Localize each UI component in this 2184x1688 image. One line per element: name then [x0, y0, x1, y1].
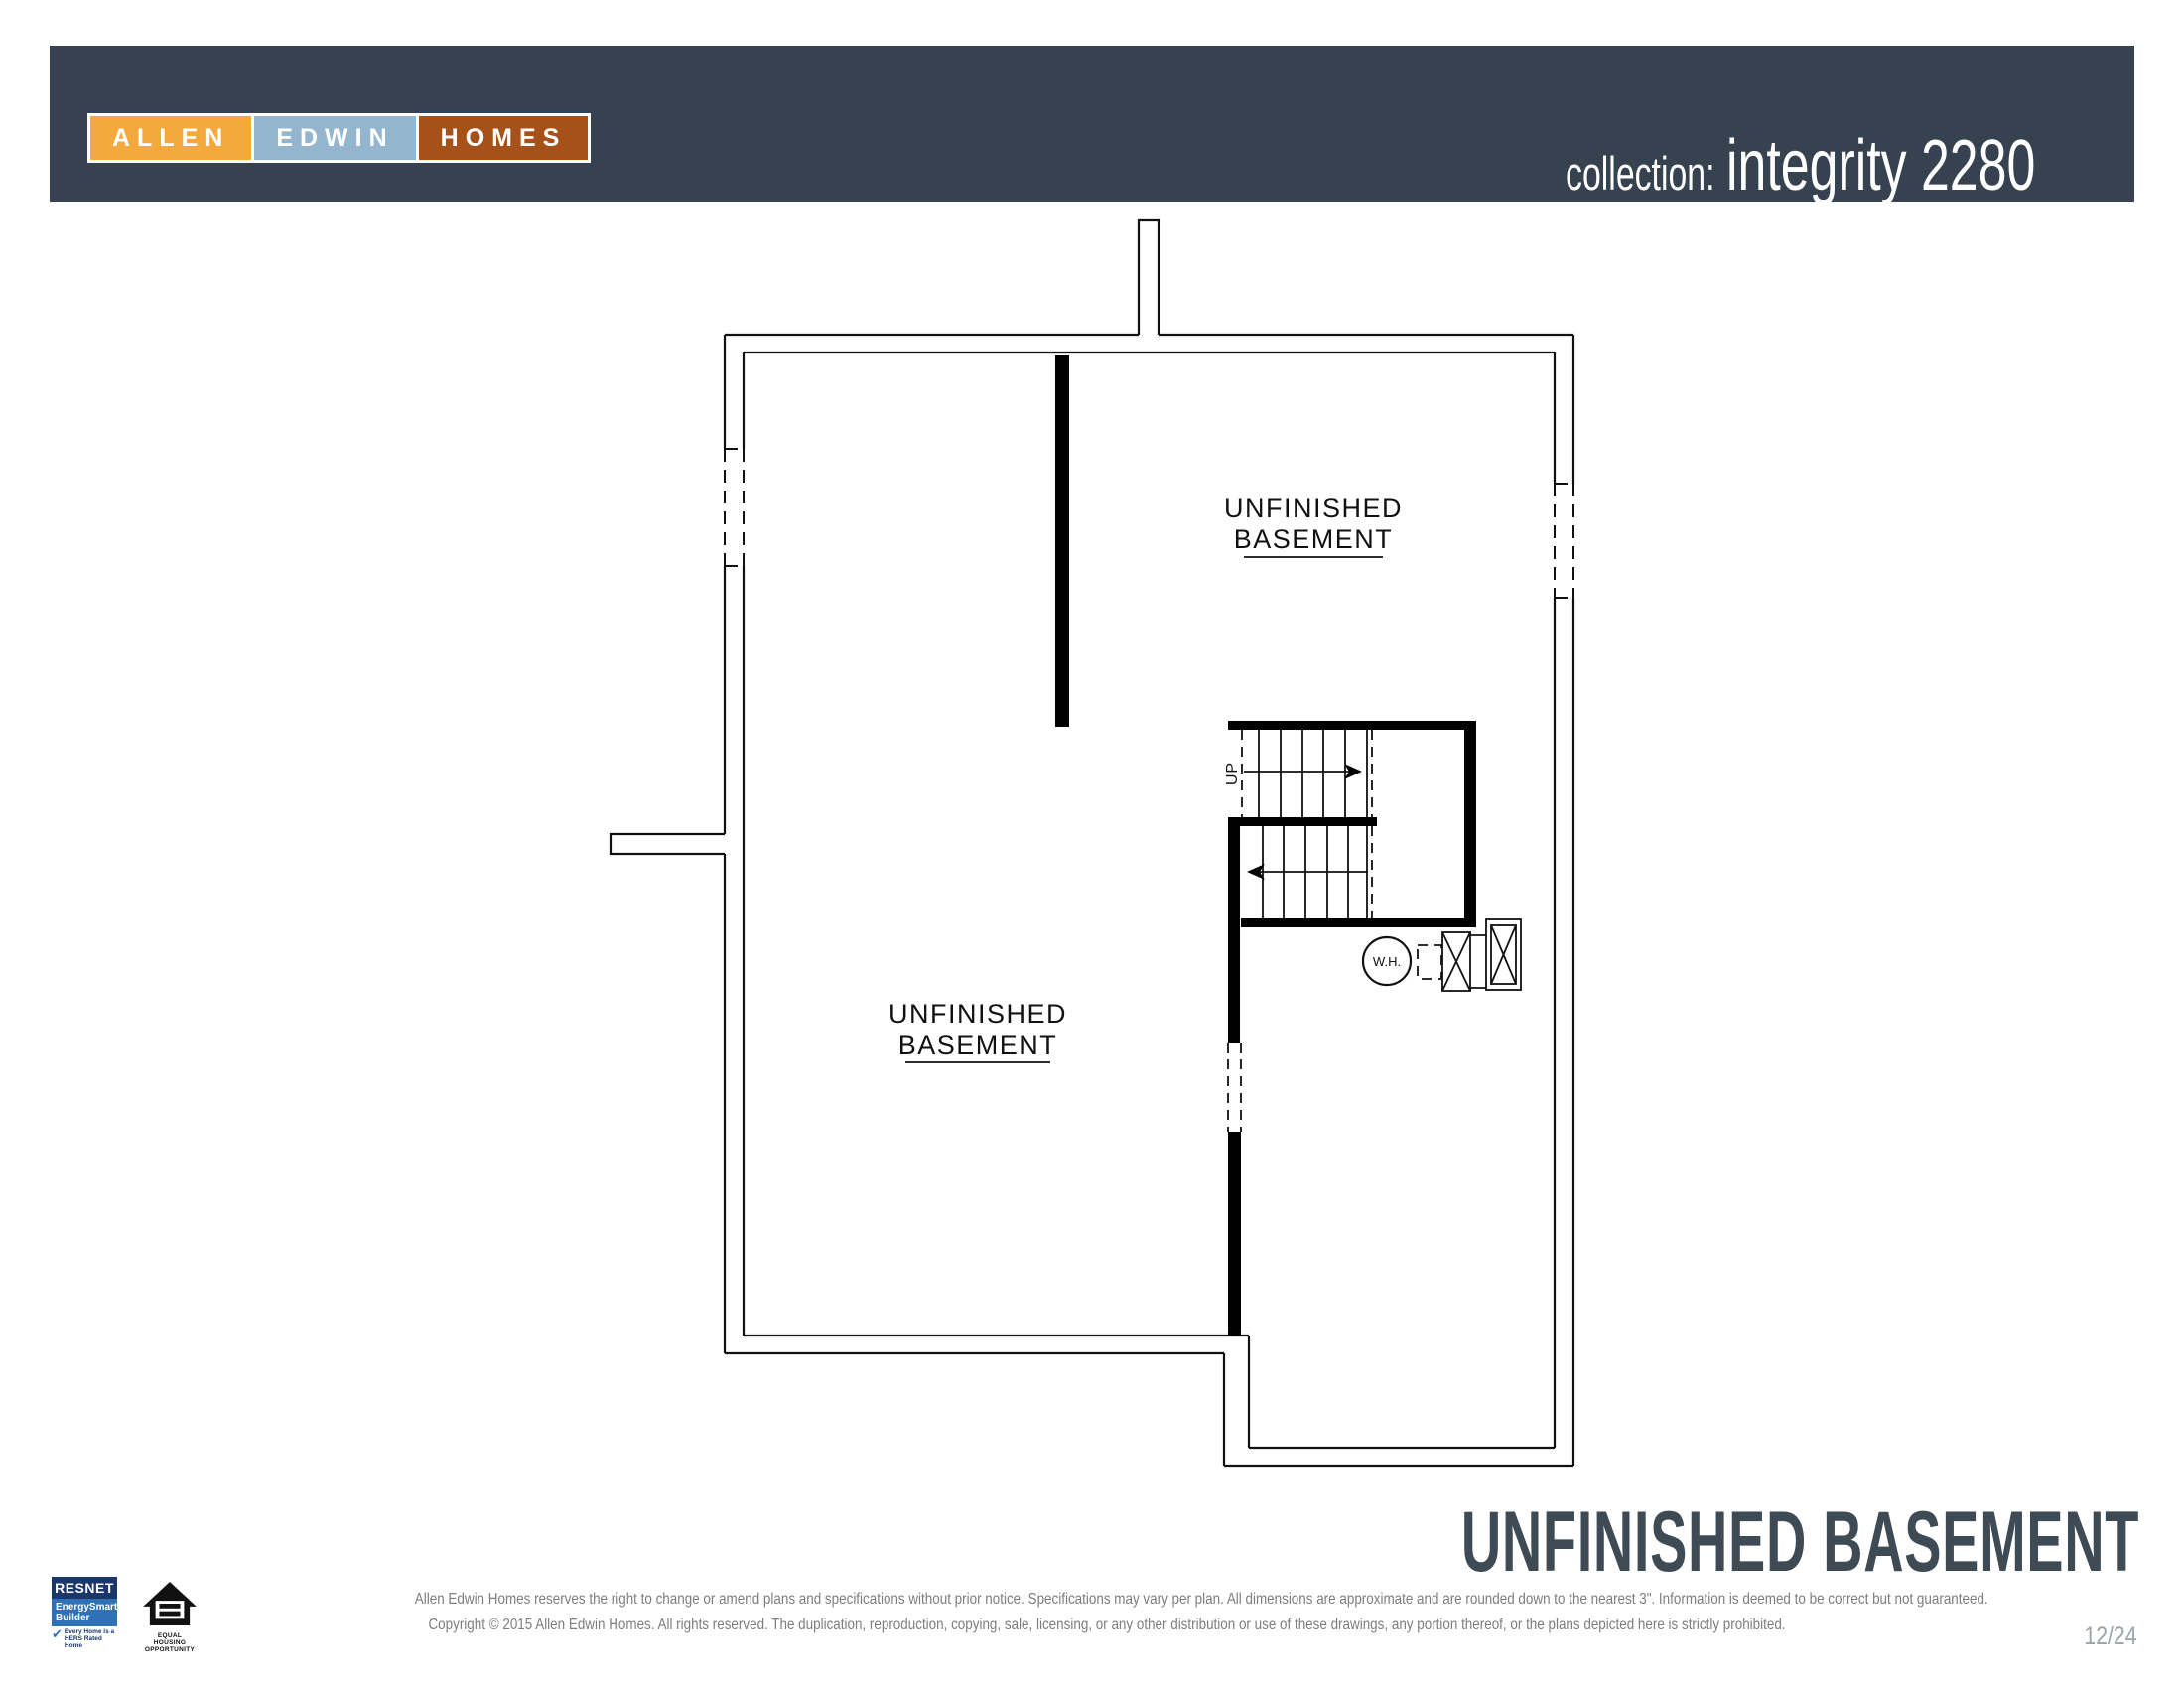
- room-label-upper-line2: BASEMENT: [1233, 524, 1394, 554]
- stair-left-wall: [1228, 826, 1240, 1043]
- resnet-tagline-line1: Every Home is a: [64, 1628, 115, 1635]
- stair-top-wall: [1228, 721, 1476, 730]
- collection-prefix: collection:: [1565, 147, 1715, 200]
- resnet-badge: [52, 1577, 117, 1649]
- equal-housing-badge: [141, 1581, 199, 1653]
- stair-middle-wall: [1228, 817, 1377, 826]
- left-bump-out: [611, 834, 725, 854]
- equal-housing-icon: [141, 1581, 199, 1626]
- resnet-tagline-line2: HERS Rated Home: [64, 1635, 102, 1649]
- equal-housing-line2: OPPORTUNITY: [144, 1646, 196, 1653]
- disclaimer-line1: Allen Edwin Homes reserves the right to change or amend plans and specifications without prior notice. Specifications may vary per plan. All dimensions are approximate and are rounded down to the nearest 3". Information is deemed to be correct but not guaranteed.: [414, 1591, 1988, 1608]
- disclaimer-line2: Copyright © 2015 Allen Edwin Homes. All rights reserved. The duplication, reproduction, copying, sale, licensing, or any other distribution or use of these drawings, any portion thereof, or the plans depicted here is strictly prohibited.: [428, 1617, 1786, 1633]
- logo-segment-edwin: EDWIN: [254, 116, 415, 160]
- room-label-upper-line1: UNFINISHED: [1223, 493, 1404, 523]
- equal-housing-text: [141, 1632, 199, 1653]
- furnace-connector: [1470, 935, 1486, 988]
- logo-segment-homes: HOMES: [419, 116, 589, 160]
- resnet-brand: RESNET: [52, 1577, 117, 1599]
- resnet-program-line1: EnergySmart: [56, 1602, 118, 1613]
- stair-right-wall: [1464, 730, 1476, 927]
- wall-opening: [1228, 1043, 1241, 1132]
- lower-bearing-wall: [1228, 1132, 1241, 1336]
- collection-name: integrity 2280: [1725, 126, 2035, 206]
- center-bearing-wall: [1055, 355, 1069, 727]
- room-label-lower-line1: UNFINISHED: [887, 999, 1068, 1029]
- plan-inner-wall: [744, 352, 1555, 1448]
- resnet-tagline-text: [65, 1628, 117, 1649]
- resnet-program: [52, 1599, 117, 1626]
- page-number: 12/24: [2084, 1622, 2137, 1650]
- right-window-well: [1555, 484, 1573, 598]
- stairs-up-label: UP: [1224, 761, 1241, 786]
- stair-bottom-wall: [1241, 918, 1476, 927]
- hvac-unit-x: [1491, 925, 1516, 984]
- chimney-notch: [1139, 220, 1159, 335]
- left-window-well: [725, 449, 744, 566]
- appliance-pad-dashed: [1418, 945, 1441, 979]
- checkmark-icon: ✔: [52, 1626, 63, 1641]
- logo-segment-allen: ALLEN: [90, 116, 251, 160]
- resnet-program-line2: Builder: [56, 1613, 90, 1623]
- equal-housing-line1: EQUAL HOUSING: [153, 1632, 187, 1646]
- water-heater-label: W.H.: [1372, 954, 1402, 969]
- furnace-unit-x: [1442, 932, 1470, 991]
- disclaimer: [414, 1587, 1988, 1638]
- plan-outer-wall: [725, 335, 1573, 1466]
- resnet-tagline: [52, 1626, 117, 1649]
- room-label-lower-line2: BASEMENT: [897, 1030, 1058, 1059]
- sheet-title: UNFINISHED BASEMENT: [1460, 1494, 2139, 1590]
